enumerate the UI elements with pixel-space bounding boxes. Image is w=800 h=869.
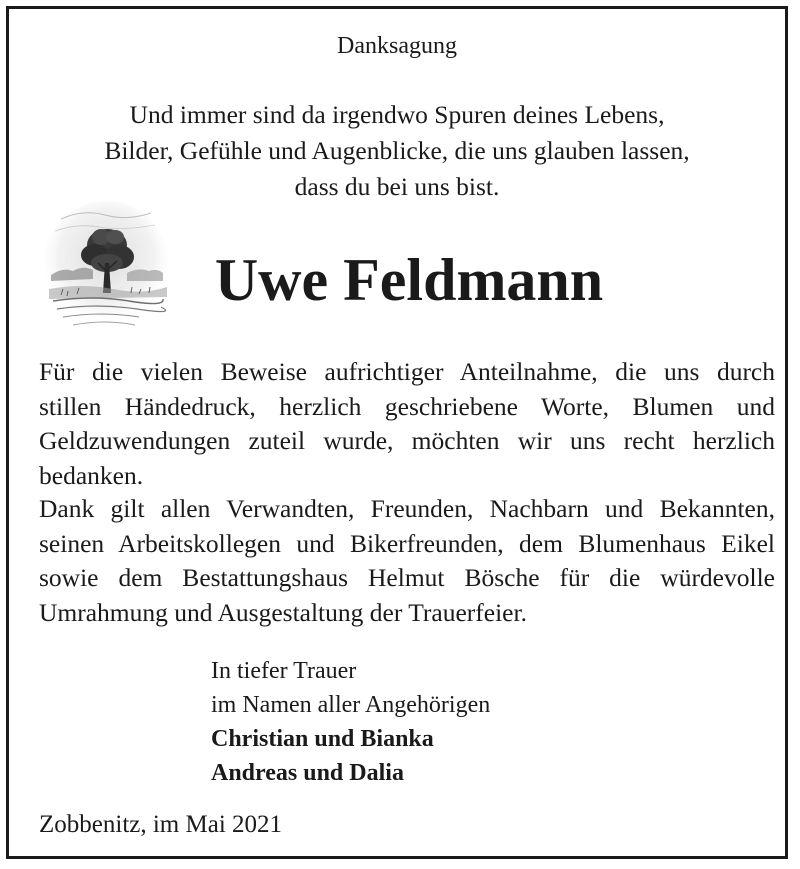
notice-heading: Danksagung — [337, 33, 457, 59]
paragraph-line: bedanken. — [39, 460, 144, 490]
obituary-notice — [6, 6, 788, 859]
relatives-line: im Namen aller Angehörigen — [211, 692, 491, 718]
memorial-verse — [9, 97, 785, 205]
paragraph-line: Dank gilt allen Verwandten, Freunden, Nachbarn und Bekannten, — [39, 494, 775, 523]
paragraph-line: Umrahmung und Ausgestaltung der Trauerfeier. — [39, 597, 527, 627]
verse-line: dass du bei uns bist. — [294, 172, 500, 201]
verse-line: Bilder, Gefühle und Augenblicke, die uns glauben lassen, — [104, 136, 690, 165]
family-name: Andreas und Dalia — [211, 760, 404, 786]
deceased-name: Uwe Feldmann — [214, 247, 604, 313]
signature-block — [211, 654, 490, 790]
verse-line: Und immer sind da irgendwo Spuren deines Lebens, — [129, 100, 665, 129]
mourning-line: In tiefer Trauer — [211, 658, 357, 684]
place-date: Zobbenitz, im Mai 2021 — [39, 811, 283, 838]
paragraph-line: Für die vielen Beweise aufrichtiger Anteilnahme, die uns durch — [39, 357, 775, 386]
family-name: Christian und Bianka — [211, 726, 434, 752]
acknowledgement-paragraph — [39, 492, 775, 630]
paragraph-line: stillen Händedruck, herzlich geschriebene Worte, Blumen und — [39, 391, 775, 421]
tree-landscape-icon — [43, 197, 169, 335]
thanks-paragraph — [39, 355, 775, 493]
paragraph-line: seinen Arbeitskollegen und Bikerfreunden, dem Blumenhaus Eikel — [39, 528, 775, 558]
paragraph-line: sowie dem Bestattungshaus Helmut Bösche für die würdevolle — [39, 563, 775, 592]
paragraph-line: Geldzuwendungen zuteil wurde, möchten wir uns recht herzlich — [39, 426, 775, 455]
